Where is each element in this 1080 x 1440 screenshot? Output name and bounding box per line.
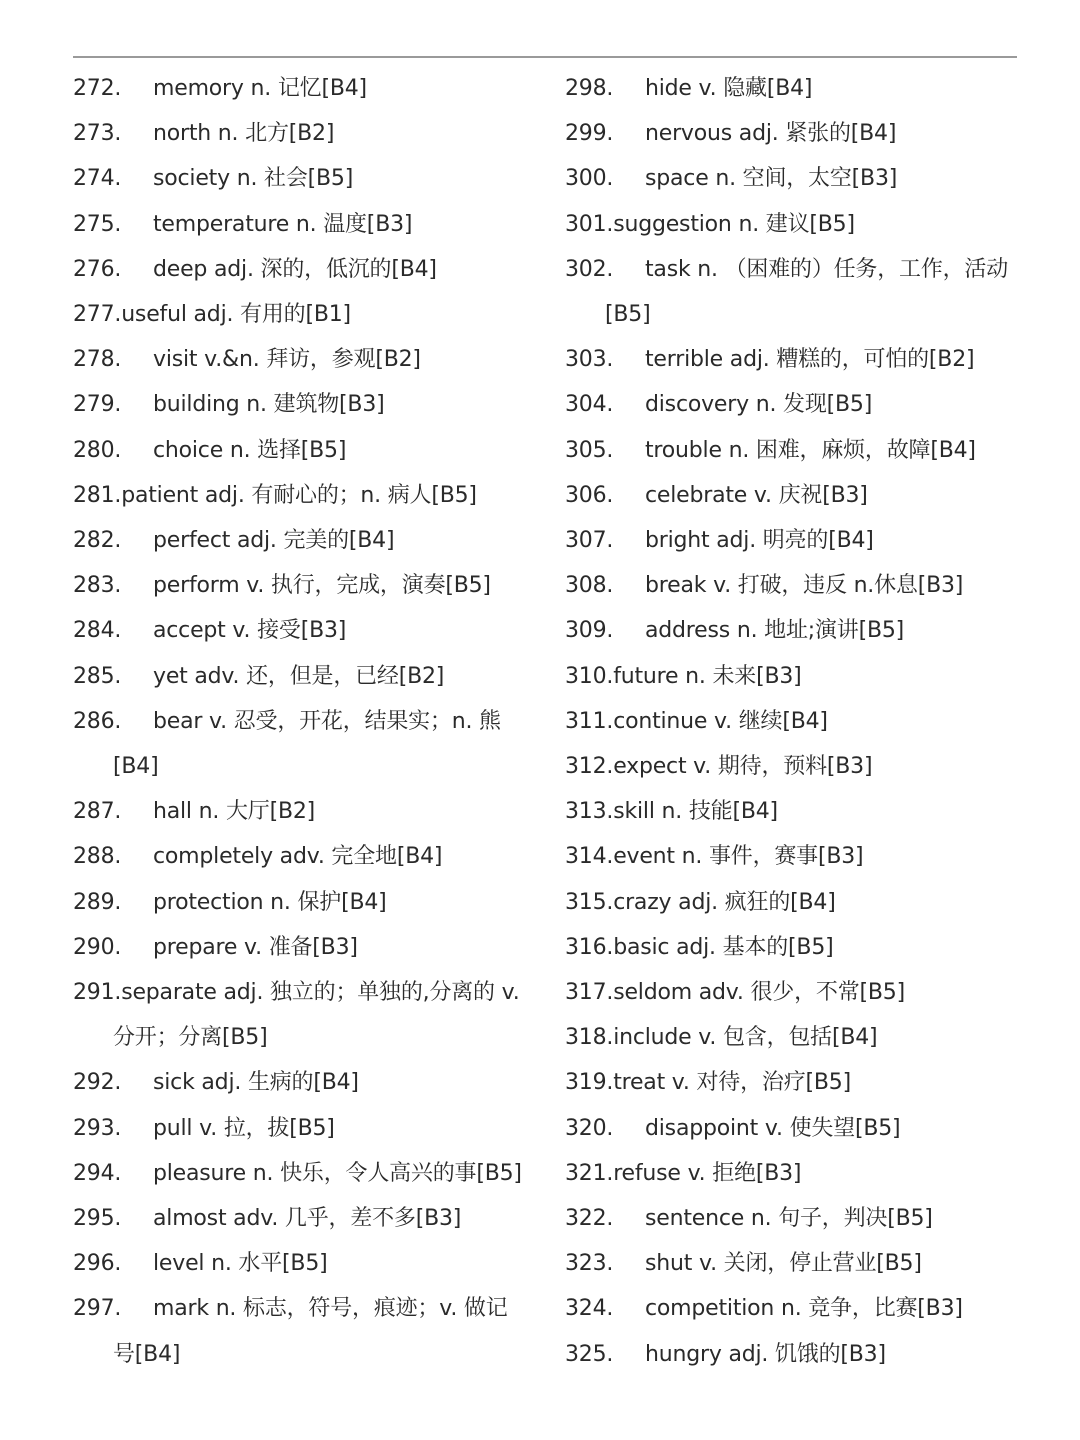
vocab-entry xyxy=(73,518,533,563)
vocab-entry xyxy=(73,292,533,337)
vocab-definition: memory n. 记忆[B4] xyxy=(153,76,367,101)
vocab-definition: nervous adj. 紧张的[B4] xyxy=(645,121,897,147)
vocab-entry xyxy=(565,970,1025,1015)
vocab-number: 290. xyxy=(73,934,122,960)
vocab-number: 318. xyxy=(565,1025,614,1051)
vocab-definition: skill n. 技能[B4] xyxy=(613,799,778,825)
vocab-definition: perfect adj. 完美的[B4] xyxy=(153,528,395,554)
vocab-entry xyxy=(73,654,533,699)
vocab-entry xyxy=(73,1286,533,1376)
vocab-definition: deep adj. 深的，低沉的[B4] xyxy=(153,256,437,282)
vocab-definition: future n. 未来[B3] xyxy=(613,663,802,689)
vocab-number: 306. xyxy=(565,482,614,508)
vocab-number: 305. xyxy=(565,437,614,463)
vocab-entry-line xyxy=(565,1025,877,1050)
vocab-entry xyxy=(565,66,1025,111)
vocab-definition: seldom adv. 很少，不常[B5] xyxy=(613,980,905,1006)
vocab-entry-line xyxy=(73,1116,335,1141)
vocab-number: 307. xyxy=(565,528,614,554)
vocab-entry-line xyxy=(73,1251,328,1276)
top-rule xyxy=(73,56,1017,58)
vocab-entry-line xyxy=(565,212,855,237)
vocab-entry xyxy=(565,699,1025,744)
vocab-definition: suggestion n. 建议[B5] xyxy=(613,211,855,237)
vocab-definition: sentence n. 句子，判决[B5] xyxy=(645,1206,933,1232)
vocab-number: 281. xyxy=(73,482,122,508)
vocab-entry-line xyxy=(565,166,897,191)
vocab-entry xyxy=(565,247,1025,337)
vocab-entry-line xyxy=(565,1206,933,1231)
vocab-definition: break v. 打破，违反 n.休息[B3] xyxy=(645,573,964,599)
vocab-number: 314. xyxy=(565,844,614,870)
vocab-entry xyxy=(73,156,533,201)
vocab-definition: sick adj. 生病的[B4] xyxy=(153,1070,359,1096)
vocab-entry xyxy=(565,834,1025,879)
vocab-entry xyxy=(73,473,533,518)
right-vocab-column xyxy=(565,66,1025,1377)
vocab-definition: protection n. 保护[B4] xyxy=(153,889,387,915)
vocab-entry-line xyxy=(565,573,963,598)
vocab-definition: accept v. 接受[B3] xyxy=(153,618,347,644)
vocab-definition-continuation: 号[B4] xyxy=(113,1341,181,1367)
vocab-entry-line xyxy=(73,212,412,237)
vocab-entry-line xyxy=(565,709,828,734)
vocab-definition-continuation: [B5] xyxy=(605,302,651,328)
vocab-definition: mark n. 标志，符号，痕迹；v. 做记 xyxy=(153,1296,508,1322)
vocab-number: 320. xyxy=(565,1115,614,1141)
vocab-entry-line xyxy=(565,1161,801,1186)
vocab-number: 283. xyxy=(73,573,122,599)
vocab-entry xyxy=(73,66,533,111)
vocab-entry xyxy=(73,789,533,834)
vocab-number: 294. xyxy=(73,1160,122,1186)
vocab-entry xyxy=(565,1241,1025,1286)
vocab-entry xyxy=(73,202,533,247)
vocab-definition: level n. 水平[B5] xyxy=(153,1251,328,1277)
vocab-definition: completely adv. 完全地[B4] xyxy=(153,844,443,870)
vocab-entry-line xyxy=(565,890,836,915)
vocab-number: 323. xyxy=(565,1251,614,1277)
vocab-entry xyxy=(565,608,1025,653)
vocab-entry-line xyxy=(73,573,491,598)
vocab-entry-line xyxy=(73,935,358,960)
vocab-number: 292. xyxy=(73,1070,122,1096)
vocab-definition: include v. 包含，包括[B4] xyxy=(613,1025,878,1051)
vocab-entry xyxy=(73,1196,533,1241)
vocab-entry xyxy=(565,473,1025,518)
vocab-definition: north n. 北方[B2] xyxy=(153,121,335,147)
vocab-number: 275. xyxy=(73,211,122,237)
vocab-entry-line xyxy=(565,1251,922,1276)
vocab-definition: trouble n. 困难，麻烦，故障[B4] xyxy=(645,437,976,463)
vocab-number: 296. xyxy=(73,1251,122,1277)
vocab-entry-line xyxy=(73,166,353,191)
vocab-number: 301. xyxy=(565,211,614,237)
vocab-entry-line xyxy=(73,799,315,824)
vocab-number: 289. xyxy=(73,889,122,915)
vocab-number: 274. xyxy=(73,166,122,192)
vocab-entry-line xyxy=(73,76,367,101)
vocab-entry-line xyxy=(565,1070,851,1095)
vocab-number: 272. xyxy=(73,76,122,101)
vocab-entry xyxy=(565,1015,1025,1060)
vocab-entry-line xyxy=(565,844,863,869)
vocab-entry xyxy=(73,970,533,1060)
vocab-entry-line xyxy=(565,76,812,101)
vocab-number: 302. xyxy=(565,256,614,282)
vocab-definition: society n. 社会[B5] xyxy=(153,166,354,192)
vocab-number: 322. xyxy=(565,1206,614,1232)
vocab-entry xyxy=(73,608,533,653)
vocab-entry-line xyxy=(73,347,421,372)
vocab-number: 288. xyxy=(73,844,122,870)
vocab-entry xyxy=(73,111,533,156)
vocab-definition: choice n. 选择[B5] xyxy=(153,437,347,463)
vocab-definition: competition n. 竞争，比赛[B3] xyxy=(645,1296,963,1322)
vocab-number: 300. xyxy=(565,166,614,192)
vocab-entry-line xyxy=(73,528,394,553)
vocab-definition: continue v. 继续[B4] xyxy=(613,708,828,734)
vocab-definition: hide v. 隐藏[B4] xyxy=(645,76,813,101)
vocab-entry-line xyxy=(565,438,976,463)
vocab-entry xyxy=(73,1241,533,1286)
vocab-definition: separate adj. 独立的；单独的,分离的 v. xyxy=(121,980,520,1006)
vocab-entry-line xyxy=(565,799,778,824)
vocab-definition: space n. 空间，太空[B3] xyxy=(645,166,898,192)
vocab-number: 309. xyxy=(565,618,614,644)
vocab-entry xyxy=(73,1060,533,1105)
vocab-definition: address n. 地址;演讲[B5] xyxy=(645,618,905,644)
vocab-entry-line xyxy=(565,257,1008,282)
vocab-entry xyxy=(565,111,1025,156)
vocab-number: 277. xyxy=(73,302,122,328)
vocab-definition: event n. 事件，赛事[B3] xyxy=(613,844,864,870)
vocab-number: 278. xyxy=(73,347,122,373)
vocab-definition: expect v. 期待，预料[B3] xyxy=(613,754,873,780)
vocab-entry xyxy=(565,156,1025,201)
vocab-entry-line xyxy=(565,528,874,553)
vocab-number: 279. xyxy=(73,392,122,418)
vocab-number: 312. xyxy=(565,754,614,780)
vocab-number: 319. xyxy=(565,1070,614,1096)
vocab-definition: crazy adj. 疯狂的[B4] xyxy=(613,889,836,915)
vocab-entry-line xyxy=(565,618,904,643)
vocab-number: 310. xyxy=(565,663,614,689)
vocab-entry xyxy=(73,925,533,970)
vocab-definition: hall n. 大厅[B2] xyxy=(153,799,316,825)
vocab-entry-line xyxy=(565,980,905,1005)
vocab-entry xyxy=(565,1151,1025,1196)
vocab-definition: useful adj. 有用的[B1] xyxy=(121,302,351,328)
vocab-entry xyxy=(73,563,533,608)
vocab-definition: refuse v. 拒绝[B3] xyxy=(613,1160,802,1186)
vocab-entry-line xyxy=(73,980,520,1005)
vocab-definition-continuation: 分开；分离[B5] xyxy=(113,1025,268,1051)
vocab-definition: pleasure n. 快乐，令人高兴的事[B5] xyxy=(153,1160,522,1186)
vocab-entry-line xyxy=(73,844,442,869)
vocab-number: 316. xyxy=(565,934,614,960)
vocab-entry xyxy=(565,1106,1025,1151)
vocab-number: 287. xyxy=(73,799,122,825)
vocab-definition: perform v. 执行，完成，演奏[B5] xyxy=(153,573,491,599)
vocab-number: 295. xyxy=(73,1206,122,1232)
vocab-entry xyxy=(73,834,533,879)
vocab-entry xyxy=(73,1151,533,1196)
vocab-entry-line xyxy=(73,121,334,146)
vocab-entry xyxy=(565,654,1025,699)
vocab-entry-line xyxy=(565,483,868,508)
vocab-entry-line xyxy=(73,392,385,417)
vocab-entry-line xyxy=(565,121,896,146)
vocab-entry xyxy=(565,880,1025,925)
vocab-entry-line xyxy=(73,1296,508,1321)
vocab-entry xyxy=(565,789,1025,834)
vocab-entry-line xyxy=(565,392,872,417)
vocab-number: 303. xyxy=(565,347,614,373)
vocab-entry xyxy=(73,247,533,292)
vocab-definition: celebrate v. 庆祝[B3] xyxy=(645,482,868,508)
vocab-definition: pull v. 拉，拔[B5] xyxy=(153,1115,335,1141)
vocab-definition: discovery n. 发现[B5] xyxy=(645,392,873,418)
vocab-entry-line xyxy=(73,1206,461,1231)
vocab-definition: temperature n. 温度[B3] xyxy=(153,211,413,237)
vocab-definition: yet adv. 还，但是，已经[B2] xyxy=(153,663,445,689)
vocab-entry-line xyxy=(73,302,351,327)
vocab-number: 315. xyxy=(565,889,614,915)
vocab-definition: prepare v. 准备[B3] xyxy=(153,934,358,960)
vocab-definition: terrible adj. 糟糕的，可怕的[B2] xyxy=(645,347,975,373)
vocab-entry-line xyxy=(565,1116,900,1141)
vocab-entry-line xyxy=(565,1296,963,1321)
vocab-definition: bright adj. 明亮的[B4] xyxy=(645,528,874,554)
vocab-definition: hungry adj. 饥饿的[B3] xyxy=(645,1341,886,1367)
vocab-entry-line xyxy=(565,754,872,779)
vocab-number: 299. xyxy=(565,121,614,147)
vocab-definition: shut v. 关闭，停止营业[B5] xyxy=(645,1251,922,1277)
vocab-number: 324. xyxy=(565,1296,614,1322)
vocab-definition: treat v. 对待，治疗[B5] xyxy=(613,1070,851,1096)
vocab-number: 273. xyxy=(73,121,122,147)
vocab-entry-line xyxy=(73,709,501,734)
vocab-entry xyxy=(565,428,1025,473)
vocab-number: 285. xyxy=(73,663,122,689)
vocab-entry-line xyxy=(73,483,477,508)
vocab-definition: visit v.&n. 拜访，参观[B2] xyxy=(153,347,421,373)
vocab-number: 298. xyxy=(565,76,614,101)
vocab-entry xyxy=(565,202,1025,247)
vocab-entry xyxy=(565,1286,1025,1331)
vocab-entry-line xyxy=(73,1161,522,1186)
vocab-number: 321. xyxy=(565,1160,614,1186)
vocab-number: 304. xyxy=(565,392,614,418)
vocab-entry-line xyxy=(73,1070,359,1095)
vocab-number: 291. xyxy=(73,980,122,1006)
vocab-entry-line xyxy=(73,257,437,282)
vocab-number: 286. xyxy=(73,708,122,734)
vocab-entry xyxy=(565,518,1025,563)
vocab-entry-line xyxy=(565,664,802,689)
vocab-entry-line xyxy=(73,618,346,643)
vocab-entry xyxy=(565,382,1025,427)
vocab-definition: disappoint v. 使失望[B5] xyxy=(645,1115,901,1141)
vocab-number: 317. xyxy=(565,980,614,1006)
vocab-entry-line xyxy=(73,664,444,689)
vocab-entry xyxy=(73,337,533,382)
vocab-definition-continuation: [B4] xyxy=(113,754,159,780)
vocab-entry xyxy=(73,699,533,789)
vocab-entry xyxy=(565,744,1025,789)
vocab-entry-line xyxy=(565,935,834,960)
vocab-entry xyxy=(73,1106,533,1151)
vocab-number: 284. xyxy=(73,618,122,644)
vocab-entry xyxy=(565,337,1025,382)
vocab-definition: basic adj. 基本的[B5] xyxy=(613,934,834,960)
vocab-number: 313. xyxy=(565,799,614,825)
vocab-definition: building n. 建筑物[B3] xyxy=(153,392,385,418)
vocab-entry xyxy=(565,925,1025,970)
vocab-entry xyxy=(565,1196,1025,1241)
vocab-entry-line xyxy=(565,1342,886,1367)
left-vocab-column xyxy=(73,66,533,1377)
vocab-entry xyxy=(565,1060,1025,1105)
vocab-entry-line xyxy=(565,347,974,372)
vocab-number: 311. xyxy=(565,708,614,734)
vocab-number: 280. xyxy=(73,437,122,463)
vocab-number: 293. xyxy=(73,1115,122,1141)
vocab-number: 308. xyxy=(565,573,614,599)
vocab-number: 276. xyxy=(73,256,122,282)
vocab-entry xyxy=(73,880,533,925)
vocab-definition: patient adj. 有耐心的；n. 病人[B5] xyxy=(121,482,477,508)
vocab-entry xyxy=(565,1332,1025,1377)
vocab-entry xyxy=(73,428,533,473)
vocab-entry xyxy=(565,563,1025,608)
vocab-entry xyxy=(73,382,533,427)
vocab-definition: almost adv. 几乎，差不多[B3] xyxy=(153,1206,462,1232)
vocab-number: 325. xyxy=(565,1341,614,1367)
vocab-definition: task n. （困难的）任务，工作，活动 xyxy=(645,256,1009,282)
vocab-number: 282. xyxy=(73,528,122,554)
vocab-entry-line xyxy=(73,890,387,915)
vocab-entry-line xyxy=(73,438,346,463)
vocab-definition: bear v. 忍受，开花，结果实；n. 熊 xyxy=(153,708,501,734)
vocab-number: 297. xyxy=(73,1296,122,1322)
